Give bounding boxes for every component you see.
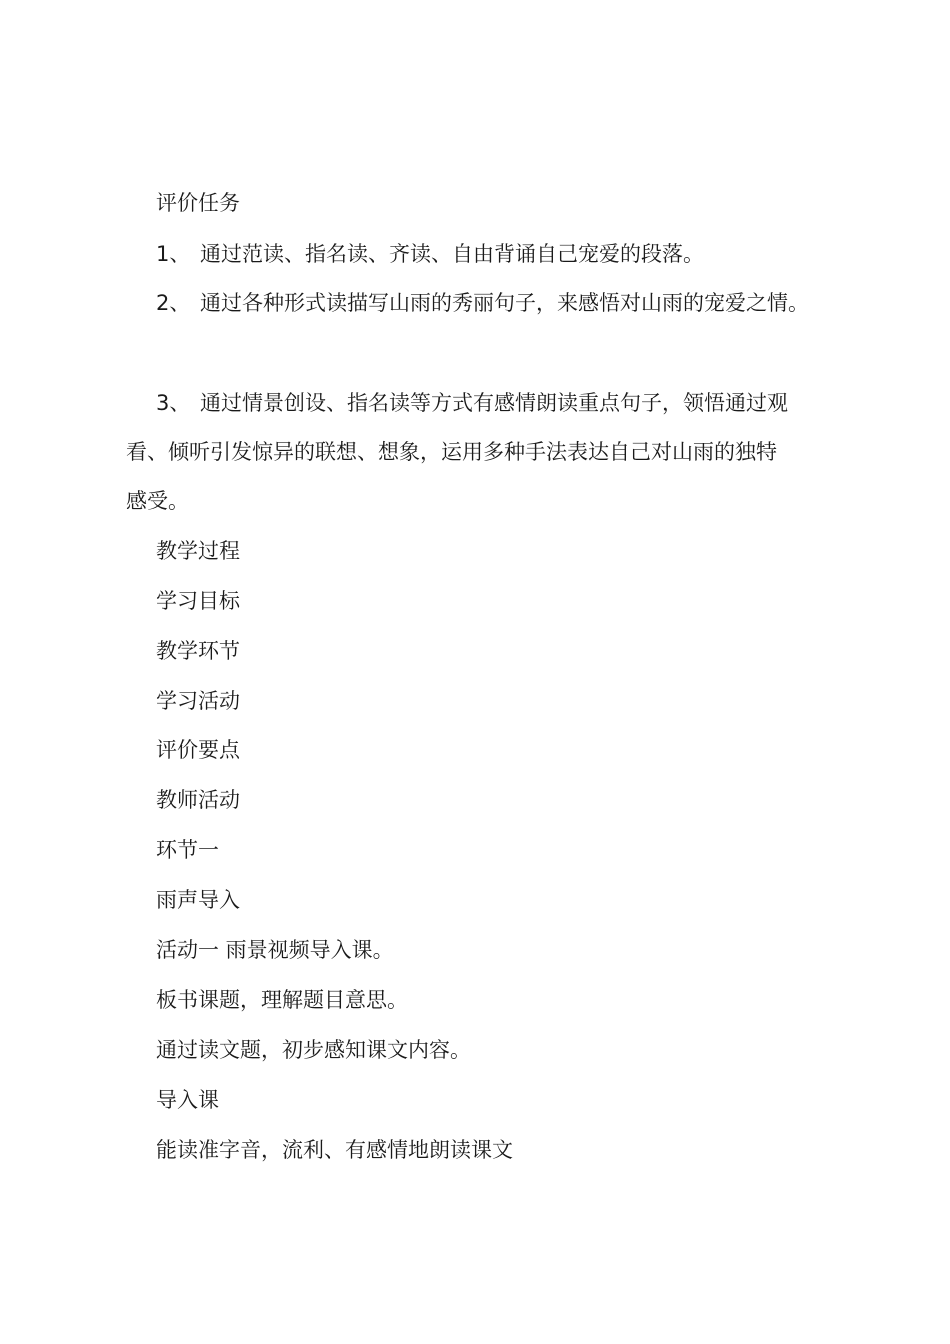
task-number-2: 2、	[156, 291, 191, 315]
task-text-2: 通过各种形式读描写山雨的秀丽句子，来感悟对山雨的宠爱之情。	[200, 291, 809, 315]
task-item-2	[156, 289, 809, 317]
task-text-3-end: 感受。	[126, 489, 189, 513]
task-text-1: 通过范读、指名读、齐读、自由背诵自己宠爱的段落。	[200, 242, 704, 266]
activity-board-title: 板书课题，理解题目意思。	[156, 988, 408, 1012]
heading-teacher-activities: 教师活动	[156, 788, 240, 812]
task-number-3: 3、	[156, 391, 191, 415]
section-heading-evaluation-tasks: 评价任务	[156, 191, 240, 215]
task-number-1: 1、	[156, 242, 191, 266]
intro-lesson-label: 导入课	[156, 1088, 219, 1112]
heading-learning-objectives: 学习目标	[156, 589, 240, 613]
heading-teaching-process: 教学过程	[156, 539, 240, 563]
heading-teaching-stages: 教学环节	[156, 639, 240, 663]
evaluation-point-reading: 能读准字音，流利、有感情地朗读课文	[156, 1138, 513, 1162]
task-item-1	[156, 240, 704, 268]
stage-one-label: 环节一	[156, 838, 219, 862]
activity-one-text: 活动一 雨景视频导入课。	[156, 938, 394, 962]
stage-one-title: 雨声导入	[156, 888, 240, 912]
task-item-3	[156, 389, 788, 417]
task-text-3-continued: 看、倾听引发惊异的联想、想象，运用多种手法表达自己对山雨的独特	[126, 440, 777, 464]
task-text-3: 通过情景创设、指名读等方式有感情朗读重点句子，领悟通过观	[200, 391, 788, 415]
heading-evaluation-points: 评价要点	[156, 738, 240, 762]
heading-learning-activities: 学习活动	[156, 689, 240, 713]
activity-read-title: 通过读文题，初步感知课文内容。	[156, 1038, 471, 1062]
